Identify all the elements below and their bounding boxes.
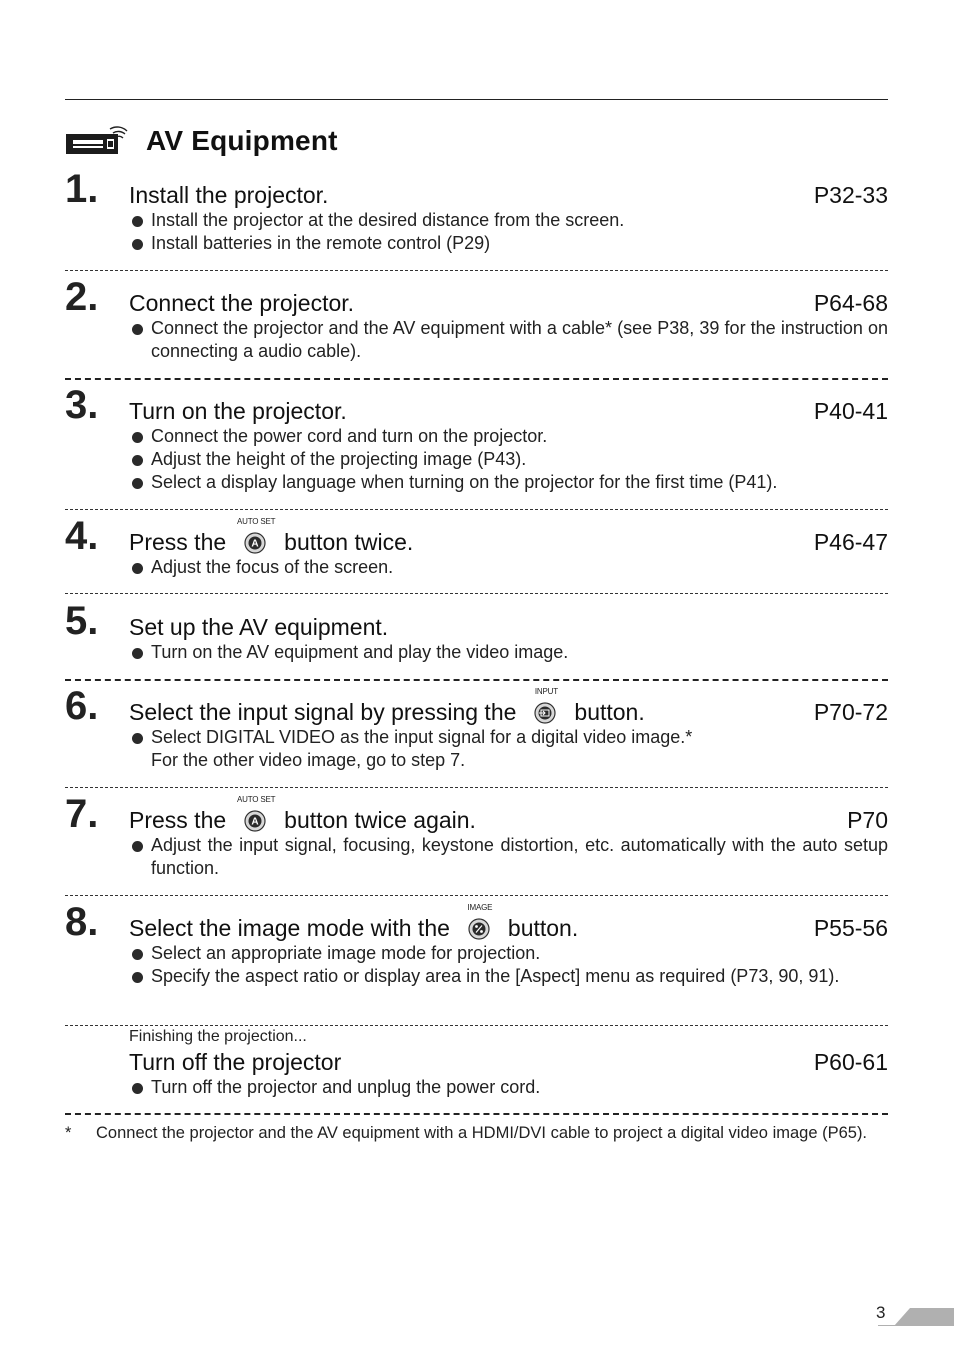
dashed-divider — [65, 895, 888, 896]
list-item: Adjust the input signal, focusing, keystone distortion, etc. automatically with the auto setup function. — [129, 834, 888, 880]
bullet-dot — [132, 455, 143, 466]
step-heading — [129, 396, 888, 426]
page-reference: P64-68 — [813, 290, 888, 316]
step-title: Install the projector. — [129, 181, 329, 208]
step-heading — [129, 612, 888, 642]
bullet-list — [129, 425, 888, 494]
list-item: Specify the aspect ratio or display area in the [Aspect] menu as required (P73, 90, 91). — [129, 965, 888, 988]
page-tab — [878, 1308, 954, 1326]
list-item: Turn on the AV equipment and play the video image. — [129, 641, 888, 664]
dashed-divider — [65, 509, 888, 510]
section-header — [65, 118, 888, 168]
bullet-list — [129, 1076, 888, 1099]
bullet-list — [129, 942, 888, 988]
list-item: Adjust the focus of the screen. — [129, 556, 888, 579]
dashed-divider — [65, 1025, 888, 1026]
svg-text:A: A — [251, 538, 259, 550]
bullet-dot — [132, 949, 143, 960]
step-number: 2. — [65, 275, 99, 319]
input-icon — [534, 702, 556, 724]
bullet-dot — [132, 432, 143, 443]
footnote — [65, 1122, 888, 1145]
dashed-divider — [65, 679, 888, 681]
step-number: 3. — [65, 383, 99, 427]
list-item: Turn off the projector and unplug the power cord. — [129, 1076, 888, 1099]
step-title: Press the AUTO SET A button twice again. — [129, 805, 476, 835]
image-button-symbol — [459, 903, 501, 943]
step-heading — [129, 517, 888, 557]
step-title: Select the image mode with the IMAGE button. — [129, 913, 578, 943]
bullet-list — [129, 556, 888, 579]
page-reference: P32-33 — [813, 182, 888, 208]
step-heading — [129, 180, 888, 210]
bullet-dot — [132, 841, 143, 852]
bullet-dot — [132, 648, 143, 659]
step-title: Turn on the projector. — [129, 397, 347, 424]
page-reference: P46-47 — [813, 529, 888, 555]
step-number: 6. — [65, 684, 99, 728]
step-title: Set up the AV equipment. — [129, 613, 389, 640]
dashed-divider — [65, 1113, 888, 1115]
image-icon — [468, 918, 490, 940]
step-title: Connect the projector. — [129, 289, 355, 316]
step-title: Turn off the projector — [129, 1048, 342, 1075]
bullet-dot — [132, 563, 143, 574]
list-item: Adjust the height of the projecting image (P43). — [129, 448, 888, 471]
step-number: 5. — [65, 599, 99, 643]
dashed-divider — [65, 270, 888, 271]
auto-set-button-symbol — [235, 517, 277, 557]
auto-set-icon — [244, 810, 266, 832]
step-heading — [129, 1047, 888, 1077]
page-reference: P60-61 — [813, 1049, 888, 1075]
page-reference: P70-72 — [813, 699, 888, 725]
av-equipment-icon — [65, 118, 131, 158]
step-number: 1. — [65, 167, 99, 211]
list-item: Install batteries in the remote control (P29) — [129, 232, 888, 255]
bullet-list — [129, 209, 888, 255]
input-button-symbol — [525, 687, 567, 727]
bullet-dot — [132, 1083, 143, 1094]
page-number: 3 — [876, 1303, 886, 1322]
list-item: Select an appropriate image mode for projection. — [129, 942, 888, 965]
top-rule — [65, 99, 888, 100]
bullet-list — [129, 726, 888, 749]
bullet-list — [129, 834, 888, 880]
bullet-dot — [132, 216, 143, 227]
page-reference: P40-41 — [813, 398, 888, 424]
svg-text:A: A — [251, 816, 259, 828]
footnote-marker: * — [65, 1124, 72, 1142]
step-heading — [129, 288, 888, 318]
step-heading — [129, 903, 888, 943]
step-heading — [129, 795, 888, 835]
step-title: Press the AUTO SET A button twice. — [129, 527, 413, 557]
auto-set-label: AUTO SET — [237, 517, 276, 526]
auto-set-label: AUTO SET — [237, 795, 276, 804]
auto-set-button-symbol — [235, 795, 277, 835]
step-note: For the other video image, go to step 7. — [151, 750, 466, 770]
step-title: Select the input signal by pressing the INPUT button. — [129, 697, 645, 727]
bullet-dot — [132, 972, 143, 983]
finishing-note: Finishing the projection... — [129, 1028, 307, 1045]
bullet-list — [129, 317, 888, 363]
list-item: Select DIGITAL VIDEO as the input signal for a digital video image.* — [129, 726, 888, 749]
dashed-divider — [65, 787, 888, 788]
bullet-list — [129, 641, 888, 664]
bullet-dot — [132, 324, 143, 335]
dashed-divider — [65, 378, 888, 380]
page-reference: P70 — [847, 807, 888, 833]
step-number: 4. — [65, 514, 99, 558]
input-label: INPUT — [534, 687, 558, 696]
bullet-dot — [132, 239, 143, 250]
list-item: Select a display language when turning on the projector for the first time (P41). — [129, 471, 888, 494]
footnote-text: Connect the projector and the AV equipment with a HDMI/DVI cable to project a digital video image (P65). — [96, 1124, 868, 1142]
auto-set-icon — [244, 532, 266, 554]
step-number: 7. — [65, 792, 99, 836]
section-title: AV Equipment — [146, 125, 338, 156]
bullet-dot — [132, 733, 143, 744]
list-item: Install the projector at the desired distance from the screen. — [129, 209, 888, 232]
dashed-divider — [65, 593, 888, 594]
image-label: IMAGE — [467, 903, 493, 912]
step-number: 8. — [65, 900, 99, 944]
list-item: Connect the power cord and turn on the projector. — [129, 425, 888, 448]
bullet-dot — [132, 478, 143, 489]
list-item: Connect the projector and the AV equipment with a cable* (see P38, 39 for the instruction on connecting a audio cable). — [129, 317, 888, 363]
page-reference: P55-56 — [813, 915, 888, 941]
step-heading — [129, 687, 888, 727]
